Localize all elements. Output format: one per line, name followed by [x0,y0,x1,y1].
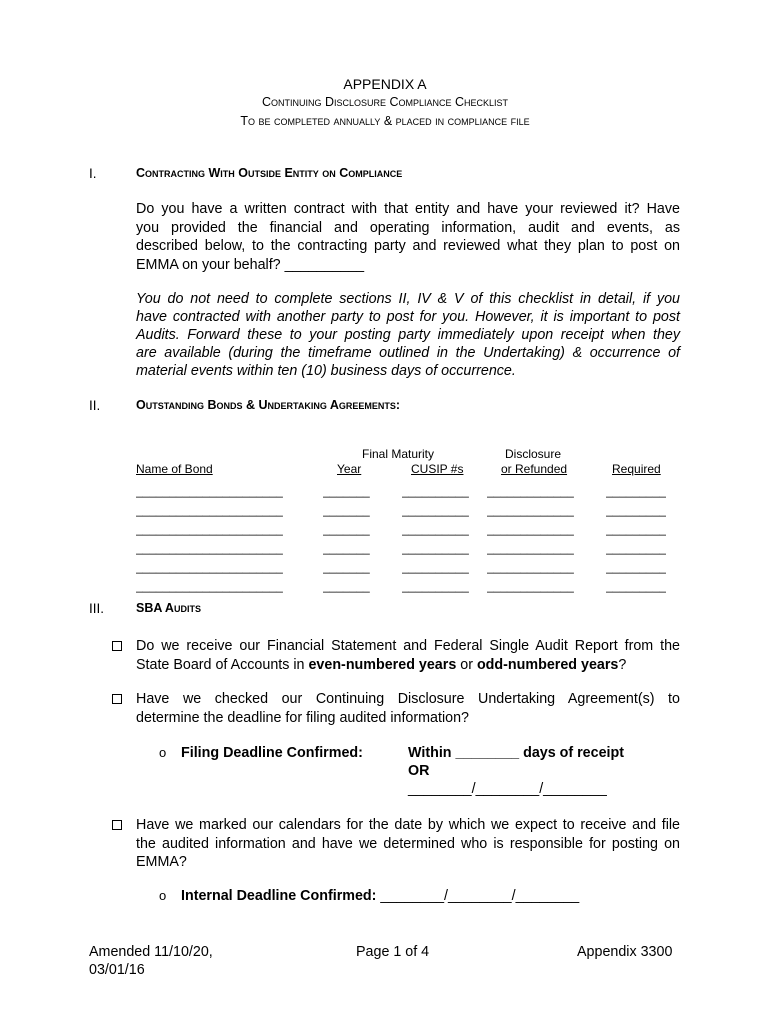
internal-deadline [181,887,579,906]
document-subtitle: To be completed annually & placed in compliance file [240,114,530,128]
bond-blank-field[interactable]: ______________________ [136,541,283,555]
question-1-line: Do we receive our Financial Statement and Federal Single Audit Report from the [136,638,680,654]
bond-blank-field[interactable]: _________ [606,503,667,517]
section-1-number: I. [89,166,97,181]
col-required: Required [612,462,661,476]
bond-blank-field[interactable]: __________ [402,579,469,593]
section-2-number: II. [89,398,101,413]
question-3-line: the audited information and have we determined who is responsible for posting on [136,835,680,852]
checkbox-q1[interactable] [112,641,122,651]
bond-blank-field[interactable]: ______________________ [136,579,283,593]
question-line: you provided the financial and operating information, audit and events, as [136,219,680,236]
bond-blank-field[interactable]: _____________ [487,503,574,517]
col-cusip: CUSIP #s [411,462,464,476]
filing-deadline-label: Filing Deadline Confirmed: [181,745,363,761]
note-line: have contracted with another party to post for you. However, it is important to post [136,309,680,325]
section-2-title: Outstanding Bonds & Undertaking Agreements: [136,398,401,412]
question-3-line: Have we marked our calendars for the date by which we expect to receive and file [136,817,680,833]
checkbox-q3[interactable] [112,820,122,830]
bond-blank-field[interactable]: _________ [606,484,667,498]
bond-blank-field[interactable]: _________ [606,560,667,574]
footer-appendix: Appendix 3300 [577,944,673,960]
footer-page-number: Page 1 of 4 [356,944,430,960]
bond-blank-field[interactable]: _____________ [487,541,574,555]
footer-amended-date: 03/01/16 [89,962,145,978]
internal-deadline-label: Internal Deadline Confirmed: [181,888,377,904]
appendix-heading: APPENDIX A [343,76,427,92]
bond-blank-field[interactable]: ______________________ [136,503,283,517]
bond-blank-field[interactable]: _______ [323,560,370,574]
bond-blank-field[interactable]: __________ [402,541,469,555]
filing-date-field[interactable]: ________/________/________ [408,781,607,797]
question-2 [136,690,680,727]
bond-blank-field[interactable]: _______ [323,503,370,517]
final-maturity-header: Final Maturity [362,447,435,461]
bond-blank-field[interactable]: ______________________ [136,560,283,574]
col-year: Year [337,462,362,476]
bond-blank-field[interactable]: _________ [606,541,667,555]
section-3-title: SBA Audits [136,601,201,615]
question-line: described below, to the contracting party and reviewed what they plan to post on [136,238,680,254]
disclosure-header: Disclosure [505,447,562,461]
bond-blank-field[interactable]: _______ [323,522,370,536]
col-refunded: or Refunded [501,462,568,476]
bond-blank-field[interactable]: ______________________ [136,484,283,498]
bond-blank-field[interactable]: _____________ [487,560,574,574]
note-line: Audits. Forward these to your posting party immediately upon receipt when they [136,327,680,343]
document-title: Continuing Disclosure Compliance Checklist [261,95,509,109]
filing-or: OR [408,763,430,779]
bond-blank-field[interactable]: __________ [402,503,469,517]
question-3-line: EMMA? [136,854,187,870]
bond-blank-field[interactable]: ______________________ [136,522,283,536]
section-1-question [136,200,680,274]
question-1 [136,637,680,674]
internal-date-field[interactable]: ________/________/________ [380,888,580,904]
question-3 [136,816,680,872]
bullet-circle-icon: o [159,745,167,760]
note-line: material events within ten (10) business days of occurrence. [136,363,516,379]
filing-within: Within ________ days of receipt [408,745,625,761]
bond-blank-field[interactable]: _______ [323,579,370,593]
footer-amended: Amended 11/10/20, [89,944,213,960]
question-2-line: Have we checked our Continuing Disclosure Undertaking Agreement(s) to [136,691,680,707]
col-name-of-bond: Name of Bond [136,462,213,476]
bond-blank-field[interactable]: _________ [606,522,667,536]
note-line: You do not need to complete sections II, IV & V of this checklist in detail, if you [136,291,680,307]
bond-blank-field[interactable]: _____________ [487,579,574,593]
bond-blank-field[interactable]: _________ [606,579,667,593]
bond-blank-field[interactable]: __________ [402,484,469,498]
question-1-line: State Board of Accounts in even-numbered years or odd-numbered years? [136,656,627,673]
note-line: are available (during the timeframe outlined in the Undertaking) & occurrence of [136,345,680,361]
bond-blank-field[interactable]: __________ [402,560,469,574]
section-1-note [136,290,680,380]
section-1-title: Contracting With Outside Entity on Compliance [136,166,403,180]
bullet-circle-icon: o [159,888,167,903]
bond-blank-field[interactable]: _____________ [487,484,574,498]
question-2-line: determine the deadline for filing audited information? [136,709,470,726]
bond-blank-field[interactable]: _____________ [487,522,574,536]
question-line: EMMA on your behalf? __________ [136,256,365,273]
bond-blank-field[interactable]: __________ [402,522,469,536]
question-line: Do you have a written contract with that entity and have your reviewed it? Have [136,201,680,217]
section-3-number: III. [89,601,105,616]
bond-blank-field[interactable]: _______ [323,484,370,498]
bond-blank-field[interactable]: _______ [323,541,370,555]
checkbox-q2[interactable] [112,694,122,704]
